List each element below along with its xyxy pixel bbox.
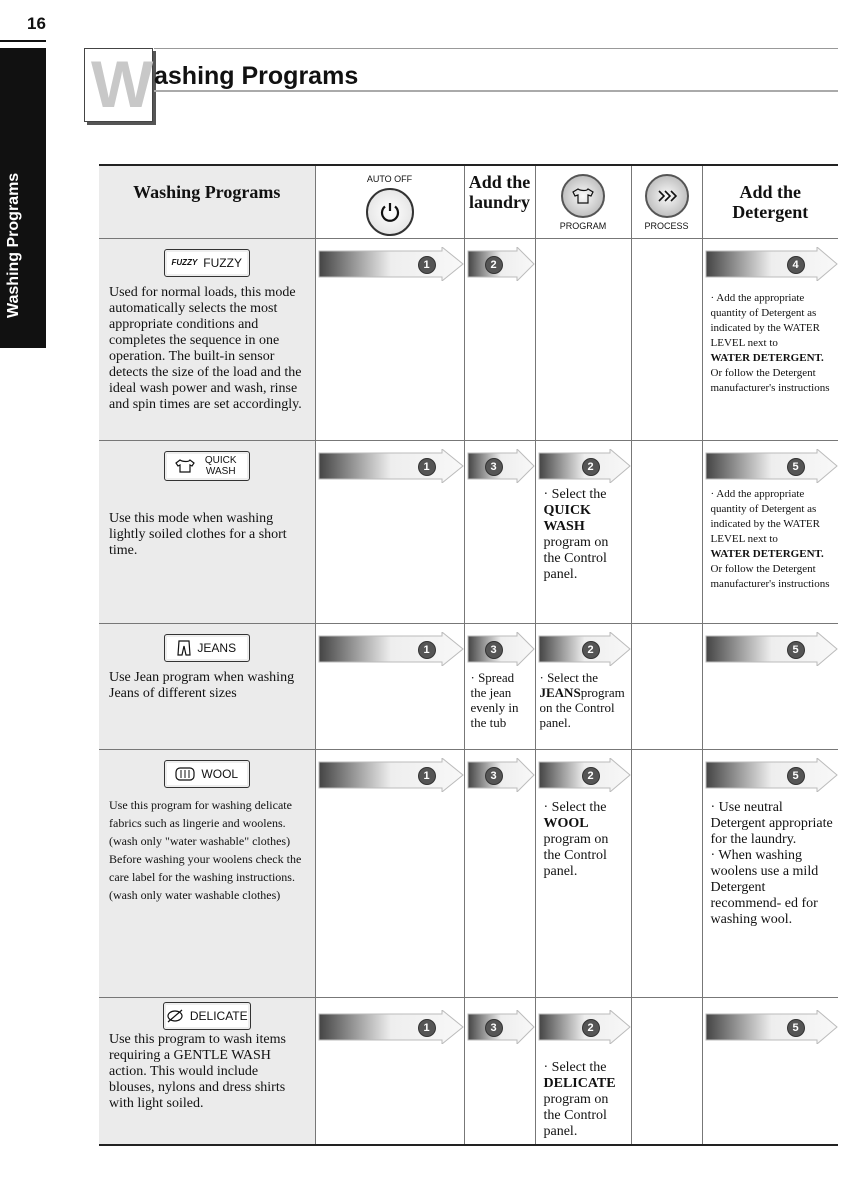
header-add-detergent: Add the Detergent (732, 182, 809, 222)
page-title-block (84, 48, 838, 122)
program-badge (164, 760, 250, 788)
shirt-icon (572, 187, 594, 205)
step-arrow (318, 449, 464, 483)
program-badge (164, 451, 250, 481)
header-add-laundry: Add the laundry (468, 172, 531, 212)
step-number: 2 (485, 256, 503, 274)
program-badge-label: JEANS (197, 640, 237, 655)
program-note-end: program on the Control panel. (543, 1091, 609, 1139)
side-tab-label: Washing Programs (5, 172, 22, 318)
step-arrow (318, 632, 464, 666)
programs-table (99, 164, 838, 1146)
program-badge-label: FUZZY (203, 255, 242, 270)
detergent-note-end: Or follow the Detergent manufacturer's instructions (710, 366, 830, 394)
step-number: 5 (787, 458, 805, 476)
power-button (366, 188, 414, 236)
step-arrow (705, 1010, 839, 1044)
step-number: 5 (787, 767, 805, 785)
header-process: PROCESS (644, 221, 689, 231)
step-number: 3 (485, 1019, 503, 1037)
step-number: 1 (418, 767, 436, 785)
title-initial-frame (84, 48, 153, 122)
jeans-icon (177, 640, 191, 656)
header-programs: Washing Programs (133, 182, 281, 202)
program-badge-label: QUICK WASH (204, 454, 237, 477)
program-note-bold: QUICK WASH (543, 502, 591, 534)
step-arrow (705, 247, 839, 281)
step-number: 2 (582, 767, 600, 785)
program-badge (164, 249, 250, 277)
title-underline (154, 90, 838, 92)
step-arrow (467, 632, 535, 666)
step-arrow (705, 449, 839, 483)
delicate-icon (166, 1008, 184, 1024)
program-note-bold: DELICATE (543, 1075, 616, 1091)
title-top-line (154, 48, 838, 49)
detergent-note-bold: WATER DETERGENT. (710, 351, 824, 364)
step-number: 3 (485, 767, 503, 785)
step-arrow (467, 247, 535, 281)
program-badge-label: WOOL (201, 766, 239, 781)
program-row (99, 623, 838, 749)
program-description: Used for normal loads, this mode automatically selects the most appropriate conditions and completes the sequence in one operation. The built-in sensor detects the size of the load and the ideal wash power and wash, rinse and spin times are set accordingly. (109, 284, 302, 412)
laundry-note: · Spread the jean evenly in the tub (470, 669, 519, 730)
step-arrow (538, 1010, 631, 1044)
step-number: 5 (787, 641, 805, 659)
header-program: PROGRAM (559, 221, 607, 231)
program-note-end: program on the Control panel. (539, 684, 625, 730)
program-badge (163, 1002, 251, 1030)
step-number: 1 (418, 1019, 436, 1037)
program-button (561, 174, 605, 218)
side-tab (0, 48, 46, 348)
step-number: 1 (418, 641, 436, 659)
wool-icon (175, 767, 195, 781)
title-initial: W (91, 47, 154, 121)
step-arrow (705, 632, 839, 666)
step-arrow (318, 247, 464, 281)
step-number: 2 (582, 641, 600, 659)
program-badge-label: DELICATE (189, 1008, 248, 1023)
step-arrow (318, 1010, 464, 1044)
program-note-bold: WOOL (543, 815, 589, 831)
program-description: Use Jean program when washing Jeans of different sizes (109, 669, 295, 701)
quick-shirt-icon (174, 458, 196, 474)
program-note: · Select the (543, 1059, 607, 1075)
process-icon (657, 189, 677, 203)
step-arrow (467, 1010, 535, 1044)
program-row (99, 749, 838, 997)
process-button (645, 174, 689, 218)
step-number: 2 (582, 1019, 600, 1037)
power-icon (378, 200, 402, 224)
step-number: 5 (787, 1019, 805, 1037)
program-badge (164, 634, 250, 662)
detergent-note-bold: WATER DETERGENT. (710, 547, 824, 560)
program-note-bold: JEANS (539, 684, 581, 700)
fuzzy-icon: FUZZY (171, 258, 198, 267)
step-arrow (467, 758, 535, 792)
step-arrow (538, 632, 631, 666)
detergent-note-end: Or follow the Detergent manufacturer's instructions (710, 562, 830, 590)
step-arrow (705, 758, 839, 792)
program-note: · Select the (543, 799, 607, 815)
page-number: 16 (27, 14, 46, 33)
step-number: 3 (485, 641, 503, 659)
step-number: 3 (485, 458, 503, 476)
step-number: 1 (418, 458, 436, 476)
step-number: 1 (418, 256, 436, 274)
step-number: 4 (787, 256, 805, 274)
detergent-note: · Use neutral Detergent appropriate for the laundry. (710, 799, 833, 847)
step-arrow (538, 758, 631, 792)
page-title: ashing Programs (154, 62, 359, 90)
program-note: · Select the (539, 669, 598, 685)
program-description: Use this program for washing delicate fabrics such as lingerie and woolens. (wash only "water washable" clothes) Before washing your woolens check the care label for the washing instructions. (wash only water washable clothes) (109, 797, 302, 902)
header-row (99, 165, 838, 238)
program-row (99, 238, 838, 440)
program-note: · Select the (543, 486, 607, 502)
step-arrow (538, 449, 631, 483)
program-note-end: program on the Control panel. (543, 534, 609, 582)
step-arrow (467, 449, 535, 483)
step-arrow (318, 758, 464, 792)
program-row (99, 440, 838, 623)
detergent-note: · Add the appropriate quantity of Detergent as indicated by the WATER LEVEL next to (710, 487, 820, 545)
detergent-note: · Add the appropriate quantity of Detergent as indicated by the WATER LEVEL next to (710, 291, 820, 349)
program-row (99, 997, 838, 1145)
program-description: Use this program to wash items requiring a GENTLE WASH action. This would include blouses, nylons and dress shirts with light soiled. (109, 1031, 286, 1111)
program-description: Use this mode when washing lightly soiled clothes for a short time. (109, 510, 287, 558)
detergent-note-end: · When washing woolens use a mild Detergent recommend- ed for washing wool. (710, 847, 819, 927)
header-auto-off: AUTO OFF (366, 174, 413, 184)
program-note-end: program on the Control panel. (543, 831, 609, 879)
step-number: 2 (582, 458, 600, 476)
